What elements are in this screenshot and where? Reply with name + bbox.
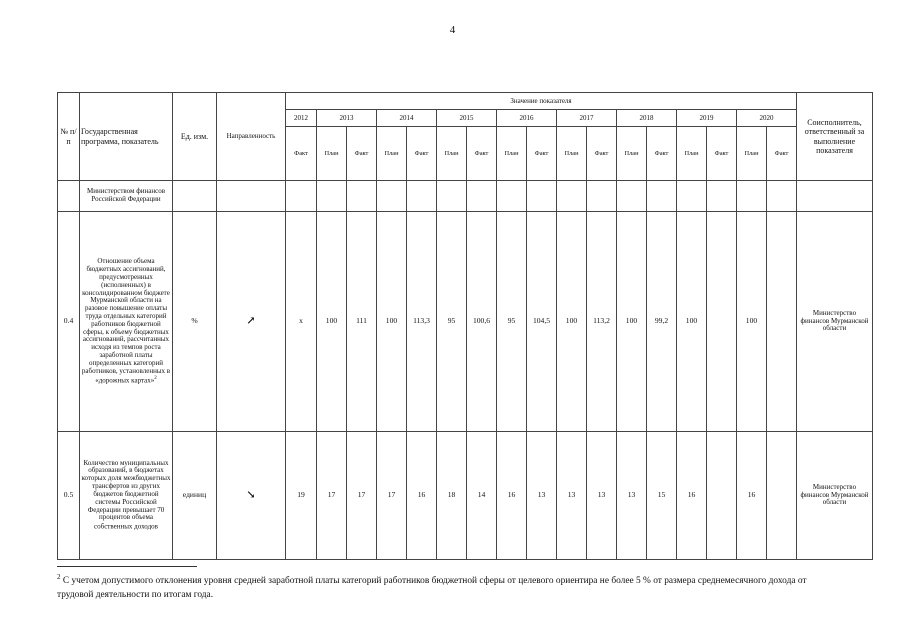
fact-2018: Факт [647, 127, 677, 181]
row-program-text: Количество муниципальных образований, в бюджетах которых доля межбюджетных трансфертов из других бюджетов бюджетной системы Российской Федерации превышает 70 процентов объема собственных доходов [81, 458, 171, 531]
row-value: 16 [737, 432, 767, 560]
footnote-mark: 2 [57, 573, 61, 581]
col-program-header: Государственная программа, показатель [80, 93, 173, 181]
arrow-up-right-icon: ↗ [246, 315, 256, 328]
row-program [80, 432, 173, 560]
row-value: 15 [647, 432, 677, 560]
row-value [707, 212, 737, 432]
row-executor: Министерство финансов Мурманской области [797, 432, 873, 560]
row-value: 17 [377, 432, 407, 560]
row-value: 100 [737, 212, 767, 432]
fact-2017: Факт [587, 127, 617, 181]
plan-2019: План [677, 127, 707, 181]
row-value: 99,2 [647, 212, 677, 432]
col-number-header: № п/п [58, 93, 80, 181]
row-value [707, 432, 737, 560]
row-value: 100 [677, 212, 707, 432]
row-value: 13 [617, 432, 647, 560]
row-footnote-mark: 2 [154, 375, 157, 381]
year-2015: 2015 [437, 110, 497, 127]
row-value: 16 [407, 432, 437, 560]
ministry-row-program: Министерством финансов Российской Федерации [80, 181, 173, 212]
row-number: 0.4 [58, 212, 80, 432]
year-2018: 2018 [617, 110, 677, 127]
year-2014: 2014 [377, 110, 437, 127]
col-values-header: Значение показателя [286, 93, 797, 110]
row-value: 13 [557, 432, 587, 560]
row-value: 100 [317, 212, 347, 432]
row-value: 100 [617, 212, 647, 432]
indicators-table [57, 92, 873, 560]
row-value: 16 [497, 432, 527, 560]
footnote [57, 572, 817, 602]
arrow-down-right-icon: ↘ [246, 489, 256, 502]
row-value: 100 [557, 212, 587, 432]
year-2013: 2013 [317, 110, 377, 127]
year-2012: 2012 [286, 110, 317, 127]
row-value: 95 [437, 212, 467, 432]
row-value: 100,6 [467, 212, 497, 432]
row-value [767, 432, 797, 560]
col-executor-header: Соисполнитель, ответственный за выполнение показателя [797, 93, 873, 181]
row-direction [217, 212, 286, 432]
page-number: 4 [449, 24, 456, 36]
row-executor: Министерство финансов Мурманской области [797, 212, 873, 432]
row-value: 95 [497, 212, 527, 432]
row-value: 13 [527, 432, 557, 560]
fact-2012: Факт [286, 127, 317, 181]
table-row [58, 432, 873, 560]
col-unit-header: Ед. изм. [173, 93, 217, 181]
footnote-divider [57, 566, 197, 567]
plan-2013: План [317, 127, 347, 181]
plan-2018: План [617, 127, 647, 181]
row-value: 104,5 [527, 212, 557, 432]
row-unit: единиц [173, 432, 217, 560]
row-value: х [286, 212, 317, 432]
plan-2014: План [377, 127, 407, 181]
row-value: 113,3 [407, 212, 437, 432]
row-value: 111 [347, 212, 377, 432]
row-value: 14 [467, 432, 497, 560]
row-value: 13 [587, 432, 617, 560]
ministry-row [58, 181, 873, 212]
year-2017: 2017 [557, 110, 617, 127]
row-value: 17 [347, 432, 377, 560]
row-program [80, 212, 173, 432]
fact-2020: Факт [767, 127, 797, 181]
table-row [58, 212, 873, 432]
row-unit: % [173, 212, 217, 432]
row-value: 16 [677, 432, 707, 560]
row-value: 113,2 [587, 212, 617, 432]
fact-2013: Факт [347, 127, 377, 181]
year-2020: 2020 [737, 110, 797, 127]
row-value: 18 [437, 432, 467, 560]
year-2016: 2016 [497, 110, 557, 127]
row-value [767, 212, 797, 432]
plan-2016: План [497, 127, 527, 181]
fact-2015: Факт [467, 127, 497, 181]
col-direction-header: Направленность [217, 93, 286, 181]
row-value: 100 [377, 212, 407, 432]
fact-2014: Факт [407, 127, 437, 181]
row-value: 17 [317, 432, 347, 560]
footnote-text: С учетом допустимого отклонения уровня средней заработной платы категорий работников бюджетной сферы от целевого ориентира не более 5 % от размера среднемесячного дохода от трудовой деятельности по итогам года. [57, 576, 807, 601]
row-value: 19 [286, 432, 317, 560]
row-program-text: Отношение объема бюджетных ассигнований, предусмотренных (исполненных) в консолидированном бюджете Мурманской области на разовое повышение оплаты труда отдельных категорий работников бюджетной сферы, к объему бюджетных ассигнований, рассчитанных исходя из темпов роста заработной платы определенных категорий работников, установленных в «дорожных картах» [81, 257, 171, 384]
row-direction [217, 432, 286, 560]
fact-2019: Факт [707, 127, 737, 181]
fact-2016: Факт [527, 127, 557, 181]
year-2019: 2019 [677, 110, 737, 127]
row-number: 0.5 [58, 432, 80, 560]
plan-2015: План [437, 127, 467, 181]
plan-2020: План [737, 127, 767, 181]
plan-2017: План [557, 127, 587, 181]
